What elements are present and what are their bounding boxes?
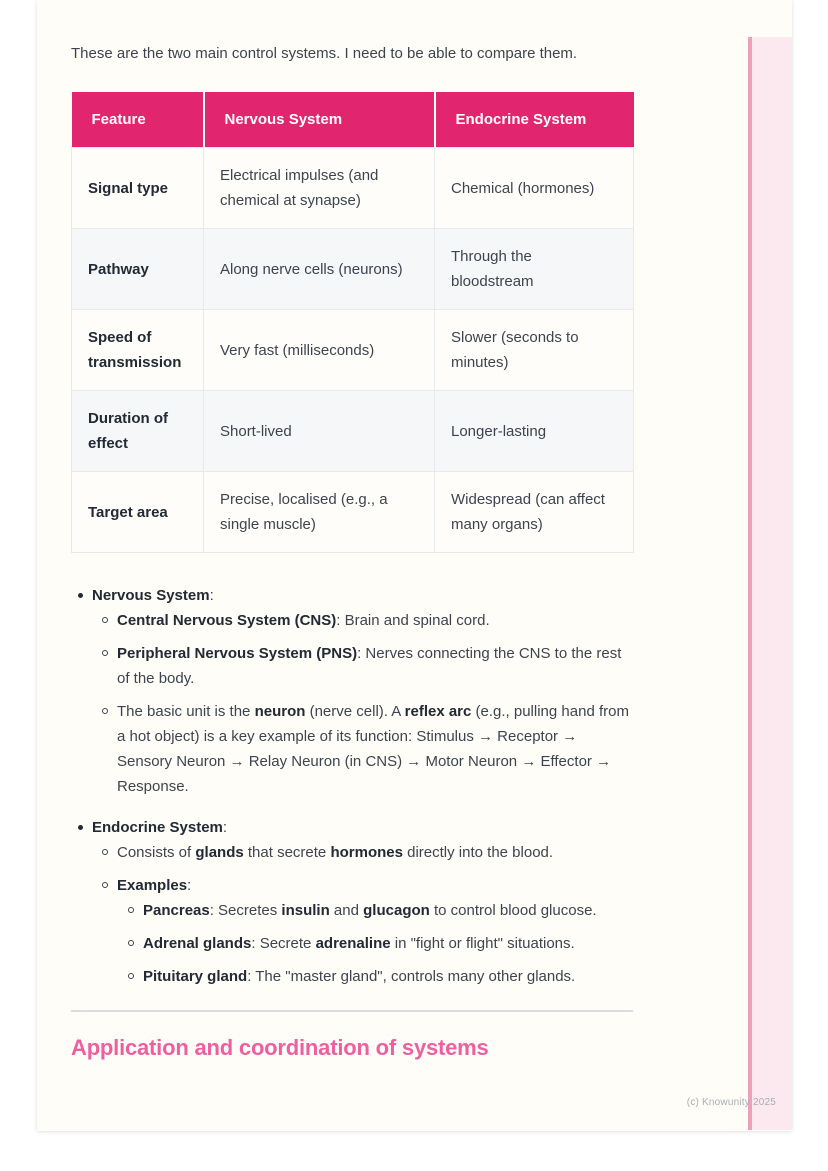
list-item-text: Central Nervous System (CNS): Brain and spinal cord. [117, 612, 490, 629]
list-item-text: Pituitary gland: The "master gland", controls many other glands. [143, 968, 576, 985]
feature-cell: Speed of transmission [72, 310, 204, 391]
bullet-circle-icon [102, 617, 108, 623]
bullet-circle-icon [102, 708, 108, 714]
value-cell: Longer-lasting [435, 391, 634, 472]
list-item-text: The basic unit is the neuron (nerve cell). A reflex arc (e.g., pulling hand from a hot object) is a key example of its function: Stimulus → Receptor → Sensory Neuron → Relay Neuron (in CNS) → Motor Neuron → Effector → Response. [117, 703, 629, 795]
list-item-text: Endocrine System: [92, 819, 228, 836]
comparison-table [71, 92, 634, 553]
table-row [72, 391, 634, 472]
list-item [71, 608, 633, 633]
list-item [71, 898, 633, 923]
table-header-row [72, 92, 634, 148]
bullet-circle-icon [102, 650, 108, 656]
notes-outline [71, 583, 633, 989]
section-divider [71, 1010, 633, 1012]
list-item [71, 583, 633, 608]
table-row [72, 229, 634, 310]
feature-cell: Target area [72, 472, 204, 553]
list-item [71, 641, 633, 691]
page-edge-stripe [748, 37, 792, 1130]
value-cell: Chemical (hormones) [435, 148, 634, 229]
list-item-text: Nervous System: [92, 587, 214, 604]
list-item [71, 931, 633, 956]
list-item-text: Peripheral Nervous System (PNS): Nerves connecting the CNS to the rest of the body. [117, 645, 622, 687]
list-item [71, 815, 633, 840]
list-item-text: Examples: [117, 877, 192, 894]
bullet-disc-icon [78, 593, 83, 598]
list-item [71, 873, 633, 898]
intro-text: These are the two main control systems. I need to be able to compare them. [71, 45, 578, 62]
value-cell: Short-lived [204, 391, 435, 472]
bullet-circle-icon [102, 849, 108, 855]
feature-cell: Signal type [72, 148, 204, 229]
table-header-nervous-system: Nervous System [204, 92, 435, 148]
list-item-text: Adrenal glands: Secrete adrenaline in "fight or flight" situations. [143, 935, 575, 952]
value-cell: Very fast (milliseconds) [204, 310, 435, 391]
bullet-circle-icon [128, 973, 134, 979]
section-heading: Application and coordination of systems [71, 1035, 489, 1060]
bullet-circle-icon [102, 882, 108, 888]
feature-cell: Pathway [72, 229, 204, 310]
table-header-endocrine-system: Endocrine System [435, 92, 634, 148]
page-content [37, 0, 667, 1062]
value-cell: Electrical impulses (and chemical at synapse) [204, 148, 435, 229]
value-cell: Widespread (can affect many organs) [435, 472, 634, 553]
document-page [37, 0, 792, 1131]
bullet-disc-icon [78, 825, 83, 830]
list-item [71, 840, 633, 865]
value-cell: Slower (seconds to minutes) [435, 310, 634, 391]
value-cell: Along nerve cells (neurons) [204, 229, 435, 310]
list-item [71, 964, 633, 989]
list-item [71, 699, 633, 799]
bullet-circle-icon [128, 940, 134, 946]
table-row [72, 148, 634, 229]
table-row [72, 472, 634, 553]
list-item-text: Pancreas: Secretes insulin and glucagon to control blood glucose. [143, 902, 597, 919]
value-cell: Precise, localised (e.g., a single muscle) [204, 472, 435, 553]
table-header-feature: Feature [72, 92, 204, 148]
feature-cell: Duration of effect [72, 391, 204, 472]
table-row [72, 310, 634, 391]
bullet-circle-icon [128, 907, 134, 913]
watermark: (c) Knowunity 2025 [686, 1097, 776, 1108]
value-cell: Through the bloodstream [435, 229, 634, 310]
list-item-text: Consists of glands that secrete hormones directly into the blood. [117, 844, 554, 861]
